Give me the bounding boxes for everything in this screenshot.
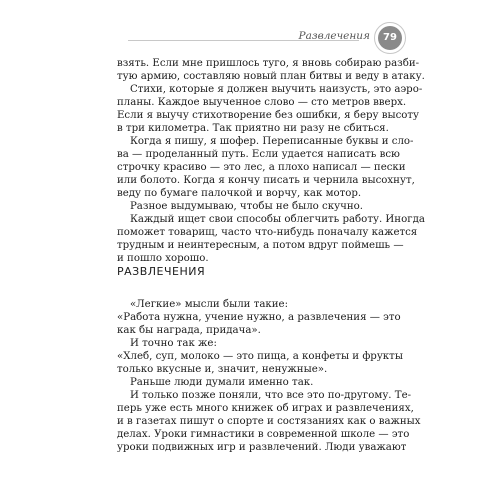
text-line: строчку красиво — это лес, а плохо написал — пески (117, 162, 406, 173)
text-line: планы. Каждое выученное слово — сто метров вверх. (117, 97, 407, 108)
text-line: Разное выдумываю, чтобы не было скучно. (117, 201, 364, 212)
text-line: «Работа нужна, учение нужно, а развлечения — это (117, 312, 401, 323)
text-line: перь уже есть много книжек об играх и развлечениях, (117, 403, 414, 414)
section-heading: РАЗВЛЕЧЕНИЯ (117, 265, 206, 278)
text-line: делах. Уроки гимнастики в современной школе — это (117, 429, 410, 440)
text-line: в три километра. Так приятно ни разу не сбиться. (117, 123, 389, 134)
text-line: Когда я пишу, я шофер. Переписанные буквы и сло- (117, 136, 414, 147)
text-line: уроки подвижных игр и развлечений. Люди уважают (117, 442, 407, 453)
text-line: Раньше люди думали именно так. (117, 377, 314, 388)
running-head: Развлечения (298, 30, 370, 42)
text-line: взять. Если мне пришлось туго, я вновь собираю разби- (117, 58, 420, 69)
text-line: И только позже поняли, что все это по-другому. Те- (117, 390, 412, 401)
text-line: Если я выучу стихотворение без ошибки, я беру высоту (117, 110, 420, 121)
text-line: веду по бумаге палочкой и ворчу, как мотор. (117, 188, 362, 199)
text-line: ва — проделанный путь. Если удается написать всю (117, 149, 400, 160)
text-line: тую армию, составляю новый план битвы и веду в атаку. (117, 71, 425, 82)
text-line: Каждый ищет свои способы облегчить работу. Иногда (117, 214, 425, 225)
text-line: поможет товарищ, часто что-нибудь поначалу кажется (117, 227, 418, 238)
text-line: или болото. Когда я кончу писать и чернила высохнут, (117, 175, 415, 186)
text-line: «Хлеб, суп, молоко — это пища, а конфеты и фрукты (117, 351, 403, 362)
text-line: «Легкие» мысли были такие: (117, 299, 289, 310)
text-line: и в газетах пишут о спорте и состязаниях как о важных (117, 416, 421, 427)
text-line: и пошло хорошо. (117, 253, 209, 264)
text-line: только вкусные и, значит, ненужные». (117, 364, 328, 375)
text-line: трудным и неинтересным, а потом вдруг поймешь — (117, 240, 404, 251)
text-line: Стихи, которые я должен выучить наизусть, это аэро- (117, 84, 423, 95)
page-number: 79 (378, 26, 402, 50)
page-number-badge (374, 22, 406, 54)
text-line: И точно так же: (117, 338, 217, 349)
text-line: как бы награда, придача». (117, 325, 261, 336)
body-text-top (117, 57, 425, 265)
body-text-bottom (117, 298, 421, 454)
